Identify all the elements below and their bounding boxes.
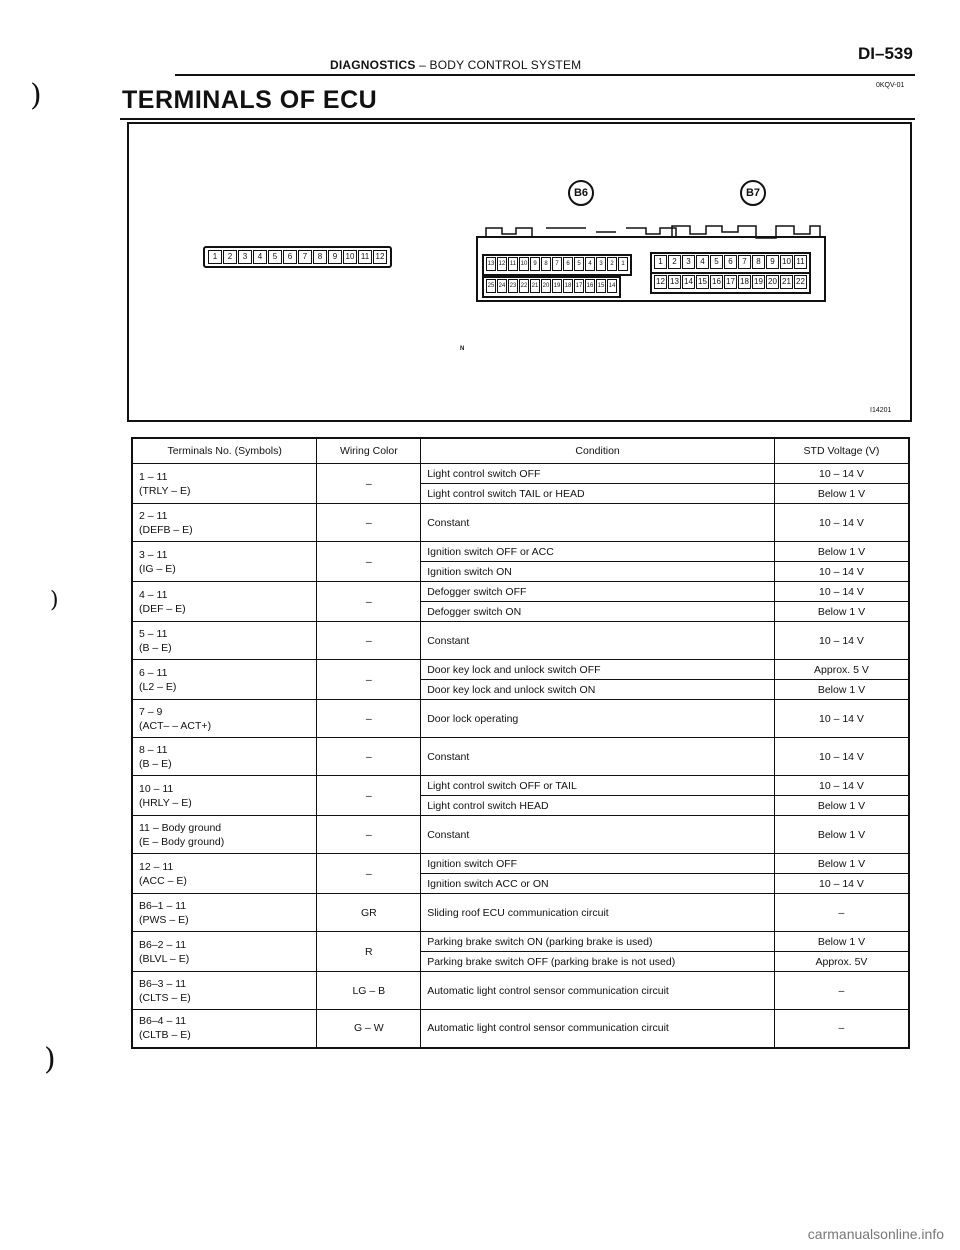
- connector-pin: 7: [298, 250, 312, 264]
- terminal-number: B6–2 – 11: [139, 938, 187, 951]
- terminal-number: 6 – 11: [139, 666, 168, 679]
- terminal-number: 7 – 9: [139, 705, 163, 718]
- connector-pin: 5: [574, 257, 584, 271]
- column-header-wiring-color: Wiring Color: [317, 438, 421, 464]
- terminal-cell: [132, 854, 317, 894]
- terminal-symbol: (CLTS – E): [139, 991, 191, 1004]
- std-voltage-cell: Below 1 V: [774, 932, 909, 952]
- terminal-symbol: (IG – E): [139, 562, 176, 575]
- std-voltage-cell: –: [774, 972, 909, 1010]
- connector-pin: 11: [358, 250, 372, 264]
- std-voltage-cell: 10 – 14 V: [774, 582, 909, 602]
- condition-cell: Door key lock and unlock switch OFF: [421, 660, 775, 680]
- terminal-symbol: (CLTB – E): [139, 1029, 191, 1042]
- condition-cell: Ignition switch ACC or ON: [421, 874, 775, 894]
- ecu-connector-12pin: [203, 246, 392, 268]
- terminal-cell: [132, 504, 317, 542]
- figure-mark-n: N: [460, 346, 465, 352]
- connector-pin: 6: [724, 255, 737, 269]
- wiring-color-cell: –: [317, 816, 421, 854]
- connector-pin: 15: [596, 279, 606, 293]
- connector-pin: 3: [596, 257, 606, 271]
- terminal-symbol: (L2 – E): [139, 680, 177, 693]
- connector-pin: 3: [238, 250, 252, 264]
- connector-label-b6: B6: [568, 180, 594, 206]
- connector-pin: 23: [508, 279, 518, 293]
- connector-pin: 6: [283, 250, 297, 264]
- terminal-symbol: (PWS – E): [139, 913, 189, 926]
- terminal-symbol: (DEFB – E): [139, 523, 193, 536]
- column-header-std-voltage: STD Voltage (V): [774, 438, 909, 464]
- title-rule: [120, 118, 915, 120]
- connector-pin: 1: [654, 255, 667, 269]
- connector-pin: 18: [563, 279, 573, 293]
- condition-cell: Parking brake switch ON (parking brake is used): [421, 932, 775, 952]
- wiring-color-cell: –: [317, 854, 421, 894]
- connector-pin: 7: [552, 257, 562, 271]
- wiring-color-cell: –: [317, 542, 421, 582]
- connector-pin: 10: [519, 257, 529, 271]
- connector-pin: 10: [343, 250, 357, 264]
- terminal-cell: [132, 816, 317, 854]
- terminal-number: 4 – 11: [139, 588, 168, 601]
- document-code: 0KQV-01: [876, 82, 905, 89]
- terminal-symbol: (ACC – E): [139, 874, 187, 887]
- wiring-color-cell: –: [317, 776, 421, 816]
- connector-pin: 9: [328, 250, 342, 264]
- header-separator: –: [419, 58, 426, 72]
- connector-pin: 21: [530, 279, 540, 293]
- connector-pin: 12: [373, 250, 387, 264]
- terminal-number: B6–4 – 11: [139, 1015, 187, 1028]
- condition-cell: Light control switch TAIL or HEAD: [421, 484, 775, 504]
- std-voltage-cell: 10 – 14 V: [774, 776, 909, 796]
- terminal-cell: [132, 700, 317, 738]
- b6-pin-row-bottom: [482, 276, 621, 298]
- wiring-color-cell: GR: [317, 894, 421, 932]
- terminal-cell: [132, 894, 317, 932]
- table-row: [132, 582, 909, 602]
- table-row: [132, 660, 909, 680]
- column-header-condition: Condition: [421, 438, 775, 464]
- condition-cell: Door key lock and unlock switch ON: [421, 680, 775, 700]
- connector-pin: 25: [486, 279, 496, 293]
- table-row: [132, 932, 909, 952]
- std-voltage-cell: 10 – 14 V: [774, 464, 909, 484]
- connector-pin: 9: [530, 257, 540, 271]
- condition-cell: Light control switch OFF or TAIL: [421, 776, 775, 796]
- table-body: [132, 464, 909, 1048]
- terminal-cell: [132, 932, 317, 972]
- condition-cell: Ignition switch OFF: [421, 854, 775, 874]
- condition-cell: Defogger switch OFF: [421, 582, 775, 602]
- table-row: [132, 776, 909, 796]
- condition-cell: Light control switch OFF: [421, 464, 775, 484]
- std-voltage-cell: Approx. 5V: [774, 952, 909, 972]
- std-voltage-cell: –: [774, 1010, 909, 1048]
- connector-pin: 18: [738, 275, 751, 289]
- connector-pin: 7: [738, 255, 751, 269]
- wiring-color-cell: R: [317, 932, 421, 972]
- connector-pin: 15: [696, 275, 709, 289]
- std-voltage-cell: 10 – 14 V: [774, 700, 909, 738]
- connector-pin: 19: [752, 275, 765, 289]
- condition-cell: Ignition switch OFF or ACC: [421, 542, 775, 562]
- wiring-color-cell: LG – B: [317, 972, 421, 1010]
- connector-pin: 9: [766, 255, 779, 269]
- header-rule: [175, 74, 915, 76]
- connector-pin: 8: [541, 257, 551, 271]
- std-voltage-cell: 10 – 14 V: [774, 738, 909, 776]
- connector-pin: 11: [794, 255, 807, 269]
- terminal-symbol: (HRLY – E): [139, 796, 192, 809]
- condition-cell: Door lock operating: [421, 700, 775, 738]
- connector-pin: 14: [682, 275, 695, 289]
- connector-pin: 8: [313, 250, 327, 264]
- connector-latch-outline: [476, 220, 826, 240]
- header-section: DIAGNOSTICS: [330, 58, 416, 72]
- table-row: [132, 738, 909, 776]
- binding-mark: ): [30, 78, 42, 113]
- connector-pin: 5: [710, 255, 723, 269]
- connector-pin: 19: [552, 279, 562, 293]
- terminal-cell: [132, 464, 317, 504]
- connector-pin: 10: [780, 255, 793, 269]
- terminals-table: [131, 437, 910, 1049]
- std-voltage-cell: Below 1 V: [774, 484, 909, 504]
- connector-pin: 2: [668, 255, 681, 269]
- terminal-symbol: (B – E): [139, 757, 172, 770]
- connector-pin: 24: [497, 279, 507, 293]
- table-row: [132, 622, 909, 660]
- wiring-color-cell: –: [317, 700, 421, 738]
- std-voltage-cell: Below 1 V: [774, 796, 909, 816]
- condition-cell: Constant: [421, 816, 775, 854]
- condition-cell: Parking brake switch OFF (parking brake is not used): [421, 952, 775, 972]
- page-number: DI–539: [858, 44, 913, 63]
- wiring-color-cell: –: [317, 504, 421, 542]
- connector-pin: 1: [618, 257, 628, 271]
- connector-pin: 12: [497, 257, 507, 271]
- column-header-terminals: Terminals No. (Symbols): [132, 438, 317, 464]
- connector-pin: 12: [654, 275, 667, 289]
- table-row: [132, 542, 909, 562]
- terminal-number: 10 – 11: [139, 782, 174, 795]
- terminal-cell: [132, 1010, 317, 1048]
- connector-pin: 16: [710, 275, 723, 289]
- connector-pin: 3: [682, 255, 695, 269]
- terminal-number: 1 – 11: [139, 470, 168, 483]
- connector-pin: 2: [607, 257, 617, 271]
- terminal-number: 2 – 11: [139, 509, 168, 522]
- terminal-cell: [132, 622, 317, 660]
- condition-cell: Light control switch HEAD: [421, 796, 775, 816]
- std-voltage-cell: 10 – 14 V: [774, 504, 909, 542]
- watermark: carmanualsonline.info: [807, 1226, 944, 1242]
- b7-pin-row-bottom: [650, 272, 811, 294]
- terminal-number: 3 – 11: [139, 548, 168, 561]
- std-voltage-cell: 10 – 14 V: [774, 874, 909, 894]
- connector-pin: 20: [541, 279, 551, 293]
- table-row: [132, 504, 909, 542]
- terminal-number: B6–3 – 11: [139, 977, 187, 990]
- table-header-row: [132, 438, 909, 464]
- connector-pin: 8: [752, 255, 765, 269]
- header-subsection: BODY CONTROL SYSTEM: [429, 58, 582, 72]
- terminal-symbol: (ACT– – ACT+): [139, 719, 212, 732]
- terminal-cell: [132, 972, 317, 1010]
- terminal-number: 5 – 11: [139, 627, 168, 640]
- condition-cell: Constant: [421, 622, 775, 660]
- connector-pin: 17: [724, 275, 737, 289]
- connector-pin: 13: [486, 257, 496, 271]
- table-row: [132, 816, 909, 854]
- terminal-symbol: (E – Body ground): [139, 835, 225, 848]
- terminal-symbol: (DEF – E): [139, 602, 186, 615]
- wiring-color-cell: –: [317, 660, 421, 700]
- b6-pin-row-top: [482, 254, 632, 276]
- connector-pin: 4: [253, 250, 267, 264]
- terminal-cell: [132, 738, 317, 776]
- connector-pin: 14: [607, 279, 617, 293]
- std-voltage-cell: –: [774, 894, 909, 932]
- terminal-symbol: (BLVL – E): [139, 952, 190, 965]
- figure-id: I14201: [870, 407, 892, 414]
- connector-pin: 20: [766, 275, 779, 289]
- wiring-color-cell: –: [317, 582, 421, 622]
- binding-mark: ): [44, 1042, 56, 1077]
- wiring-color-cell: –: [317, 738, 421, 776]
- connector-pin: 21: [780, 275, 793, 289]
- connector-pin: 16: [585, 279, 595, 293]
- connector-pin: 17: [574, 279, 584, 293]
- terminal-cell: [132, 776, 317, 816]
- table-row: [132, 700, 909, 738]
- std-voltage-cell: Below 1 V: [774, 680, 909, 700]
- table-row: [132, 854, 909, 874]
- connector-pin: 4: [585, 257, 595, 271]
- connector-pin: 22: [794, 275, 807, 289]
- b7-pin-row-top: [650, 252, 811, 274]
- table-row: [132, 464, 909, 484]
- terminal-symbol: (B – E): [139, 641, 172, 654]
- wiring-color-cell: G – W: [317, 1010, 421, 1048]
- connector-pin: 2: [223, 250, 237, 264]
- connector-pin: 22: [519, 279, 529, 293]
- wiring-color-cell: –: [317, 622, 421, 660]
- table-row: [132, 894, 909, 932]
- condition-cell: Constant: [421, 738, 775, 776]
- condition-cell: Sliding roof ECU communication circuit: [421, 894, 775, 932]
- condition-cell: Defogger switch ON: [421, 602, 775, 622]
- connector-pin: 4: [696, 255, 709, 269]
- std-voltage-cell: 10 – 14 V: [774, 622, 909, 660]
- binding-mark: ): [50, 588, 59, 613]
- condition-cell: Automatic light control sensor communication circuit: [421, 1010, 775, 1048]
- terminal-cell: [132, 660, 317, 700]
- running-header: [330, 58, 581, 72]
- terminal-number: 12 – 11: [139, 860, 174, 873]
- condition-cell: Ignition switch ON: [421, 562, 775, 582]
- std-voltage-cell: Approx. 5 V: [774, 660, 909, 680]
- page-title: TERMINALS OF ECU: [122, 86, 378, 114]
- connector-pin: 5: [268, 250, 282, 264]
- connector-pin: 1: [208, 250, 222, 264]
- connector-pin: 13: [668, 275, 681, 289]
- connector-pin: 6: [563, 257, 573, 271]
- terminal-number: B6–1 – 11: [139, 899, 187, 912]
- wiring-color-cell: –: [317, 464, 421, 504]
- table-row: [132, 1010, 909, 1048]
- std-voltage-cell: Below 1 V: [774, 816, 909, 854]
- terminal-cell: [132, 542, 317, 582]
- std-voltage-cell: Below 1 V: [774, 542, 909, 562]
- std-voltage-cell: 10 – 14 V: [774, 562, 909, 582]
- connector-label-b7: B7: [740, 180, 766, 206]
- terminal-number: 8 – 11: [139, 743, 168, 756]
- connector-pin: 11: [508, 257, 518, 271]
- std-voltage-cell: Below 1 V: [774, 854, 909, 874]
- condition-cell: Automatic light control sensor communication circuit: [421, 972, 775, 1010]
- terminal-cell: [132, 582, 317, 622]
- terminal-number: 11 – Body ground: [139, 821, 222, 834]
- std-voltage-cell: Below 1 V: [774, 602, 909, 622]
- terminal-symbol: (TRLY – E): [139, 484, 191, 497]
- condition-cell: Constant: [421, 504, 775, 542]
- table-row: [132, 972, 909, 1010]
